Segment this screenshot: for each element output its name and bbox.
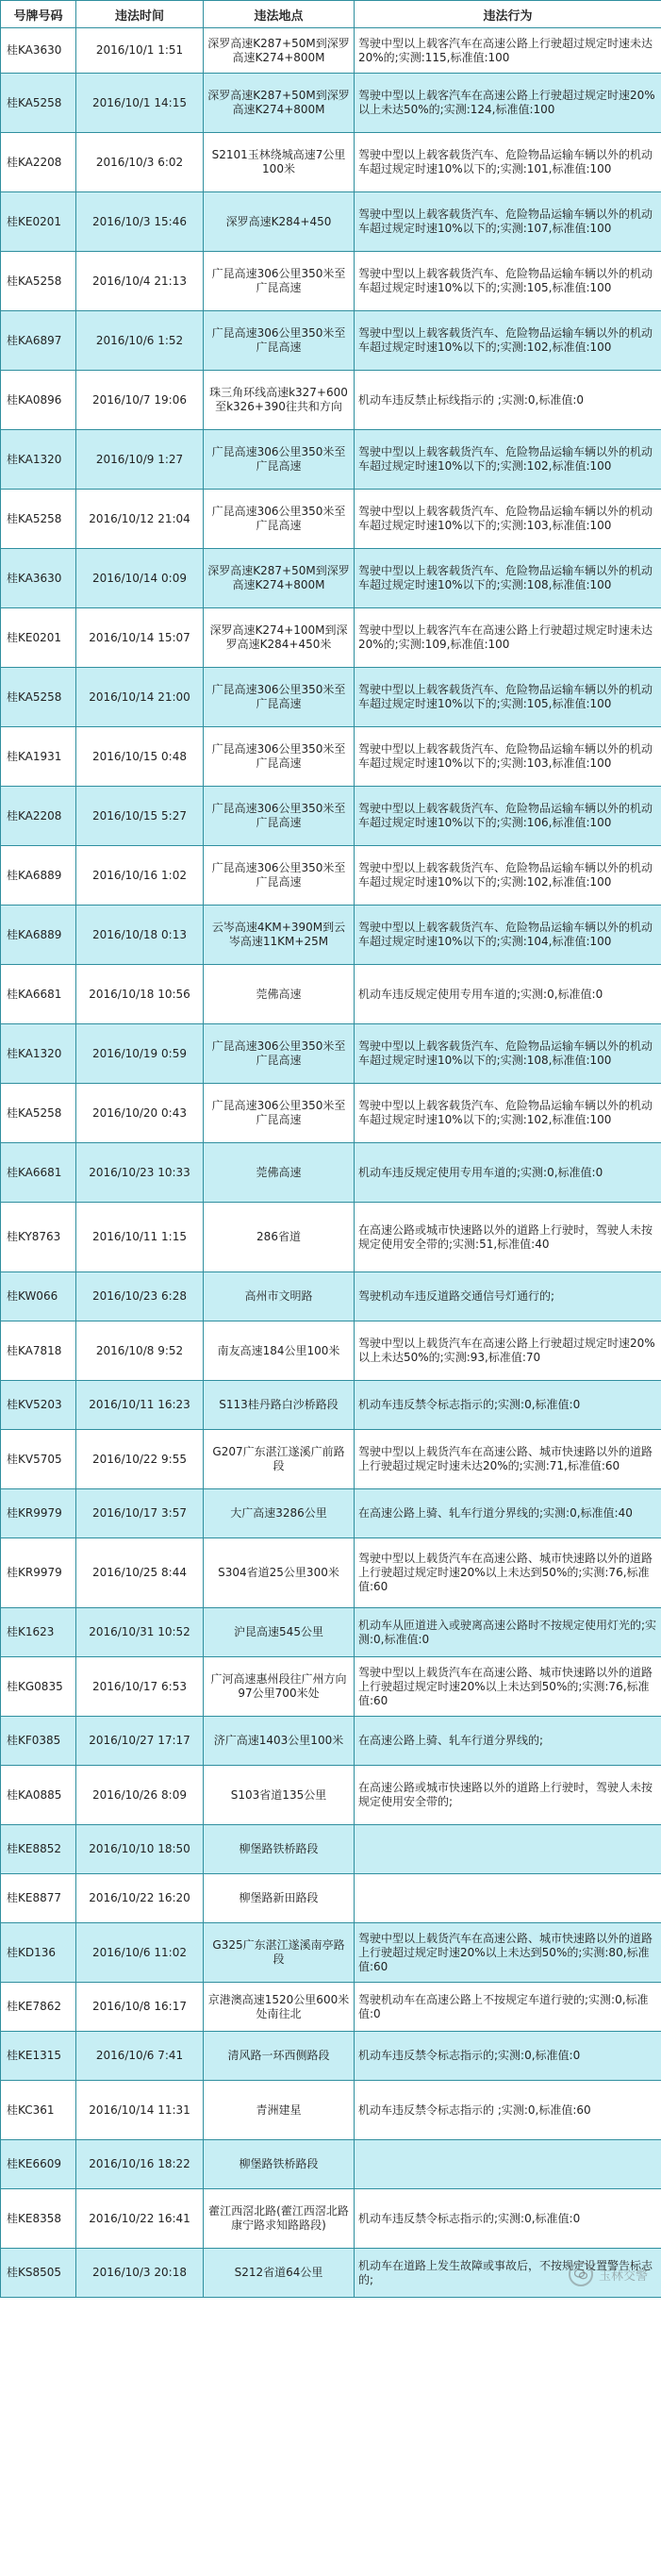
cell-time: 2016/10/17 3:57 bbox=[76, 1489, 204, 1538]
cell-act: 机动车违反规定使用专用车道的;实测:0,标准值:0 bbox=[355, 1143, 661, 1203]
cell-place: 云岑高速4KM+390M到云岑高速11KM+25M bbox=[204, 906, 355, 965]
cell-plate: 桂KE8852 bbox=[1, 1825, 76, 1874]
table-row bbox=[1, 1825, 661, 1874]
cell-place: 广昆高速306公里350米至广昆高速 bbox=[204, 311, 355, 371]
cell-act: 机动车从匝道进入或驶离高速公路时不按规定使用灯光的;实测:0,标准值:0 bbox=[355, 1608, 661, 1657]
cell-plate: 桂KA1320 bbox=[1, 430, 76, 490]
table-row bbox=[1, 371, 661, 430]
watermark-text: 玉林交警 bbox=[598, 2269, 648, 2284]
cell-place: S113桂丹路白沙桥路段 bbox=[204, 1381, 355, 1430]
cell-place: 清风路一环西侧路段 bbox=[204, 2032, 355, 2081]
cell-plate: 桂KW066 bbox=[1, 1272, 76, 1321]
table-row bbox=[1, 1024, 661, 1084]
cell-act: 驾驶中型以上载货汽车在高速公路上行驶超过规定时速20%以上未达50%的;实测:93,标准值:70 bbox=[355, 1321, 661, 1381]
cell-plate: 桂KA6681 bbox=[1, 965, 76, 1024]
cell-time: 2016/10/23 10:33 bbox=[76, 1143, 204, 1203]
cell-act: 驾驶中型以上载客载货汽车、危险物品运输车辆以外的机动车超过规定时速10%以下的;实测:108,标准值:100 bbox=[355, 549, 661, 608]
table-row bbox=[1, 846, 661, 906]
cell-time: 2016/10/22 9:55 bbox=[76, 1430, 204, 1489]
cell-place: G207广东湛江遂溪广前路段 bbox=[204, 1430, 355, 1489]
cell-act: 驾驶中型以上载客载货汽车、危险物品运输车辆以外的机动车超过规定时速10%以下的;实测:102,标准值:100 bbox=[355, 1084, 661, 1143]
cell-time: 2016/10/15 0:48 bbox=[76, 727, 204, 787]
table-row bbox=[1, 1983, 661, 2032]
cell-act: 机动车违反禁令标志指示的;实测:0,标准值:0 bbox=[355, 2189, 661, 2249]
cell-act: 驾驶中型以上载客载货汽车、危险物品运输车辆以外的机动车超过规定时速10%以下的;实测:101,标准值:100 bbox=[355, 133, 661, 192]
header-plate: 号牌号码 bbox=[1, 1, 76, 28]
cell-act: 驾驶中型以上载客载货汽车、危险物品运输车辆以外的机动车超过规定时速10%以下的;实测:105,标准值:100 bbox=[355, 668, 661, 727]
table-row bbox=[1, 1143, 661, 1203]
cell-time: 2016/10/22 16:20 bbox=[76, 1874, 204, 1923]
cell-time: 2016/10/31 10:52 bbox=[76, 1608, 204, 1657]
cell-act: 驾驶中型以上载客载货汽车、危险物品运输车辆以外的机动车超过规定时速10%以下的;实测:108,标准值:100 bbox=[355, 1024, 661, 1084]
table-row bbox=[1, 2032, 661, 2081]
cell-plate: 桂KA6889 bbox=[1, 906, 76, 965]
cell-act: 驾驶中型以上载客汽车在高速公路上行驶超过规定时速20%以上未达50%的;实测:124,标准值:100 bbox=[355, 74, 661, 133]
cell-time: 2016/10/3 20:18 bbox=[76, 2249, 204, 2298]
table-row bbox=[1, 1430, 661, 1489]
cell-plate: 桂KA6889 bbox=[1, 846, 76, 906]
cell-place: G325广东湛江遂溪南亭路段 bbox=[204, 1923, 355, 1983]
table-row bbox=[1, 252, 661, 311]
cell-act: 驾驶中型以上载客载货汽车、危险物品运输车辆以外的机动车超过规定时速10%以下的;实测:105,标准值:100 bbox=[355, 252, 661, 311]
cell-place: 莞佛高速 bbox=[204, 965, 355, 1024]
cell-place: 广昆高速306公里350米至广昆高速 bbox=[204, 846, 355, 906]
cell-plate: 桂KA7818 bbox=[1, 1321, 76, 1381]
cell-plate: 桂KR9979 bbox=[1, 1538, 76, 1608]
table-row bbox=[1, 133, 661, 192]
table-row bbox=[1, 1203, 661, 1272]
cell-act: 机动车违反禁令标志指示的;实测:0,标准值:0 bbox=[355, 2032, 661, 2081]
cell-act: 驾驶机动车违反道路交通信号灯通行的; bbox=[355, 1272, 661, 1321]
cell-plate: 桂KS8505 bbox=[1, 2249, 76, 2298]
table-row bbox=[1, 1321, 661, 1381]
table-row bbox=[1, 1923, 661, 1983]
header-row bbox=[1, 1, 661, 28]
cell-plate: 桂KF0385 bbox=[1, 1717, 76, 1766]
table-row bbox=[1, 1874, 661, 1923]
table-row bbox=[1, 28, 661, 74]
cell-time: 2016/10/16 18:22 bbox=[76, 2140, 204, 2189]
cell-plate: 桂KV5203 bbox=[1, 1381, 76, 1430]
cell-place: 深罗高速K287+50M到深罗高速K274+800M bbox=[204, 74, 355, 133]
cell-plate: 桂KA3630 bbox=[1, 549, 76, 608]
cell-plate: 桂KA5258 bbox=[1, 74, 76, 133]
cell-act: 驾驶中型以上载客汽车在高速公路上行驶超过规定时速未达20%的;实测:115,标准值:100 bbox=[355, 28, 661, 74]
cell-act: 机动车违反禁止标线指示的 ;实测:0,标准值:0 bbox=[355, 371, 661, 430]
table-row bbox=[1, 608, 661, 668]
table-row bbox=[1, 1084, 661, 1143]
cell-place: 柳堡路新田路段 bbox=[204, 1874, 355, 1923]
cell-place: 深罗高速K284+450 bbox=[204, 192, 355, 252]
cell-plate: 桂KE0201 bbox=[1, 192, 76, 252]
cell-place: 广昆高速306公里350米至广昆高速 bbox=[204, 787, 355, 846]
cell-plate: 桂K1623 bbox=[1, 1608, 76, 1657]
cell-time: 2016/10/4 21:13 bbox=[76, 252, 204, 311]
cell-plate: 桂KE1315 bbox=[1, 2032, 76, 2081]
table-body bbox=[1, 28, 661, 2298]
cell-time: 2016/10/20 0:43 bbox=[76, 1084, 204, 1143]
cell-place: S2101玉林绕城高速7公里100米 bbox=[204, 133, 355, 192]
table-row bbox=[1, 1717, 661, 1766]
cell-time: 2016/10/3 6:02 bbox=[76, 133, 204, 192]
table-row bbox=[1, 906, 661, 965]
cell-place: 藿江西滘北路(藿江西滘北路康宁路求知路路段) bbox=[204, 2189, 355, 2249]
table-row bbox=[1, 1766, 661, 1825]
cell-act: 驾驶中型以上载货汽车在高速公路、城市快速路以外的道路上行驶超过规定时速20%以上未达到50%的;实测:80,标准值:60 bbox=[355, 1923, 661, 1983]
cell-plate: 桂KD136 bbox=[1, 1923, 76, 1983]
cell-place: S304省道25公里300米 bbox=[204, 1538, 355, 1608]
cell-place: 沪昆高速545公里 bbox=[204, 1608, 355, 1657]
cell-act: 机动车违反禁令标志指示的 ;实测:0,标准值:60 bbox=[355, 2081, 661, 2140]
cell-act: 驾驶中型以上载客载货汽车、危险物品运输车辆以外的机动车超过规定时速10%以下的;实测:102,标准值:100 bbox=[355, 311, 661, 371]
cell-plate: 桂KE6609 bbox=[1, 2140, 76, 2189]
cell-time: 2016/10/22 16:41 bbox=[76, 2189, 204, 2249]
cell-time: 2016/10/15 5:27 bbox=[76, 787, 204, 846]
cell-plate: 桂KA1320 bbox=[1, 1024, 76, 1084]
header-time: 违法时间 bbox=[76, 1, 204, 28]
cell-place: S212省道64公里 bbox=[204, 2249, 355, 2298]
cell-time: 2016/10/19 0:59 bbox=[76, 1024, 204, 1084]
cell-place: 286省道 bbox=[204, 1203, 355, 1272]
cell-plate: 桂KE0201 bbox=[1, 608, 76, 668]
cell-time: 2016/10/14 15:07 bbox=[76, 608, 204, 668]
cell-plate: 桂KE7862 bbox=[1, 1983, 76, 2032]
cell-act: 在高速公路或城市快速路以外的道路上行驶时，驾驶人未按规定使用安全带的;实测:51,标准值:40 bbox=[355, 1203, 661, 1272]
cell-plate: 桂KE8358 bbox=[1, 2189, 76, 2249]
table-row bbox=[1, 311, 661, 371]
cell-plate: 桂KA5258 bbox=[1, 490, 76, 549]
cell-plate: 桂KA2208 bbox=[1, 133, 76, 192]
cell-time: 2016/10/8 16:17 bbox=[76, 1983, 204, 2032]
cell-act: 在高速公路上骑、轧车行道分界线的; bbox=[355, 1717, 661, 1766]
cell-act: 驾驶中型以上载客载货汽车、危险物品运输车辆以外的机动车超过规定时速10%以下的;实测:104,标准值:100 bbox=[355, 906, 661, 965]
cell-place: 南友高速184公里100米 bbox=[204, 1321, 355, 1381]
cell-place: 济广高速1403公里100米 bbox=[204, 1717, 355, 1766]
table-row bbox=[1, 965, 661, 1024]
cell-act: 在高速公路或城市快速路以外的道路上行驶时，驾驶人未按规定使用安全带的; bbox=[355, 1766, 661, 1825]
cell-place: 深罗高速K287+50M到深罗高速K274+800M bbox=[204, 549, 355, 608]
cell-place: 珠三角环线高速k327+600至k326+390往共和方向 bbox=[204, 371, 355, 430]
cell-time: 2016/10/1 14:15 bbox=[76, 74, 204, 133]
cell-plate: 桂KV5705 bbox=[1, 1430, 76, 1489]
cell-time: 2016/10/14 21:00 bbox=[76, 668, 204, 727]
cell-time: 2016/10/11 1:15 bbox=[76, 1203, 204, 1272]
cell-time: 2016/10/26 8:09 bbox=[76, 1766, 204, 1825]
cell-place: 莞佛高速 bbox=[204, 1143, 355, 1203]
cell-act: 机动车在道路上发生故障或事故后，不按规定设置警告标志的; bbox=[355, 2249, 661, 2298]
header-act: 违法行为 bbox=[355, 1, 661, 28]
table-row bbox=[1, 1489, 661, 1538]
table-row bbox=[1, 192, 661, 252]
cell-time: 2016/10/16 1:02 bbox=[76, 846, 204, 906]
wechat-icon bbox=[569, 2262, 593, 2286]
cell-place: 广昆高速306公里350米至广昆高速 bbox=[204, 1024, 355, 1084]
cell-act bbox=[355, 1874, 661, 1923]
table-row bbox=[1, 1538, 661, 1608]
cell-time: 2016/10/1 1:51 bbox=[76, 28, 204, 74]
cell-time: 2016/10/23 6:28 bbox=[76, 1272, 204, 1321]
cell-place: 广昆高速306公里350米至广昆高速 bbox=[204, 490, 355, 549]
watermark bbox=[569, 2262, 648, 2286]
cell-place: 柳堡路铁桥路段 bbox=[204, 1825, 355, 1874]
cell-plate: 桂KA2208 bbox=[1, 787, 76, 846]
cell-act: 驾驶中型以上载客载货汽车、危险物品运输车辆以外的机动车超过规定时速10%以下的;实测:107,标准值:100 bbox=[355, 192, 661, 252]
cell-act: 驾驶中型以上载客载货汽车、危险物品运输车辆以外的机动车超过规定时速10%以下的;实测:102,标准值:100 bbox=[355, 846, 661, 906]
cell-act: 驾驶中型以上载客载货汽车、危险物品运输车辆以外的机动车超过规定时速10%以下的;实测:103,标准值:100 bbox=[355, 490, 661, 549]
table-row bbox=[1, 727, 661, 787]
cell-time: 2016/10/6 11:02 bbox=[76, 1923, 204, 1983]
table-row bbox=[1, 1381, 661, 1430]
cell-act: 在高速公路上骑、轧车行道分界线的;实测:0,标准值:40 bbox=[355, 1489, 661, 1538]
table-row bbox=[1, 1608, 661, 1657]
cell-act: 驾驶机动车在高速公路上不按规定车道行驶的;实测:0,标准值:0 bbox=[355, 1983, 661, 2032]
cell-place: 广昆高速306公里350米至广昆高速 bbox=[204, 668, 355, 727]
cell-plate: 桂KA3630 bbox=[1, 28, 76, 74]
cell-act: 驾驶中型以上载客载货汽车、危险物品运输车辆以外的机动车超过规定时速10%以下的;实测:102,标准值:100 bbox=[355, 430, 661, 490]
table-row bbox=[1, 1657, 661, 1717]
table-row bbox=[1, 787, 661, 846]
cell-time: 2016/10/9 1:27 bbox=[76, 430, 204, 490]
cell-place: 广昆高速306公里350米至广昆高速 bbox=[204, 1084, 355, 1143]
cell-time: 2016/10/3 15:46 bbox=[76, 192, 204, 252]
table-row bbox=[1, 430, 661, 490]
cell-plate: 桂KR9979 bbox=[1, 1489, 76, 1538]
cell-time: 2016/10/6 1:52 bbox=[76, 311, 204, 371]
cell-plate: 桂KY8763 bbox=[1, 1203, 76, 1272]
cell-time: 2016/10/12 21:04 bbox=[76, 490, 204, 549]
cell-place: 深罗高速K287+50M到深罗高速K274+800M bbox=[204, 28, 355, 74]
cell-place: 高州市文明路 bbox=[204, 1272, 355, 1321]
cell-time: 2016/10/6 7:41 bbox=[76, 2032, 204, 2081]
cell-time: 2016/10/10 18:50 bbox=[76, 1825, 204, 1874]
cell-time: 2016/10/25 8:44 bbox=[76, 1538, 204, 1608]
cell-plate: 桂KA1931 bbox=[1, 727, 76, 787]
cell-act: 机动车违反规定使用专用车道的;实测:0,标准值:0 bbox=[355, 965, 661, 1024]
cell-time: 2016/10/7 19:06 bbox=[76, 371, 204, 430]
cell-time: 2016/10/14 11:31 bbox=[76, 2081, 204, 2140]
cell-place: 京港澳高速1520公里600米处南往北 bbox=[204, 1983, 355, 2032]
cell-plate: 桂KA0896 bbox=[1, 371, 76, 430]
cell-time: 2016/10/14 0:09 bbox=[76, 549, 204, 608]
cell-act: 驾驶中型以上载货汽车在高速公路、城市快速路以外的道路上行驶超过规定时速20%以上未达到50%的;实测:76,标准值:60 bbox=[355, 1657, 661, 1717]
cell-time: 2016/10/18 0:13 bbox=[76, 906, 204, 965]
cell-plate: 桂KA6897 bbox=[1, 311, 76, 371]
cell-place: 大广高速3286公里 bbox=[204, 1489, 355, 1538]
cell-plate: 桂KE8877 bbox=[1, 1874, 76, 1923]
cell-plate: 桂KA5258 bbox=[1, 1084, 76, 1143]
cell-time: 2016/10/27 17:17 bbox=[76, 1717, 204, 1766]
cell-act: 机动车违反禁令标志指示的;实测:0,标准值:0 bbox=[355, 1381, 661, 1430]
table-row bbox=[1, 2249, 661, 2298]
cell-plate: 桂KA6681 bbox=[1, 1143, 76, 1203]
cell-time: 2016/10/11 16:23 bbox=[76, 1381, 204, 1430]
cell-place: 柳堡路铁桥路段 bbox=[204, 2140, 355, 2189]
cell-act: 驾驶中型以上载客汽车在高速公路上行驶超过规定时速未达20%的;实测:109,标准值:100 bbox=[355, 608, 661, 668]
cell-place: 青洲建星 bbox=[204, 2081, 355, 2140]
cell-place: 深罗高速K274+100M到深罗高速K284+450米 bbox=[204, 608, 355, 668]
cell-time: 2016/10/18 10:56 bbox=[76, 965, 204, 1024]
cell-time: 2016/10/8 9:52 bbox=[76, 1321, 204, 1381]
cell-act bbox=[355, 1825, 661, 1874]
table-row bbox=[1, 74, 661, 133]
cell-place: 广昆高速306公里350米至广昆高速 bbox=[204, 727, 355, 787]
header-place: 违法地点 bbox=[204, 1, 355, 28]
cell-plate: 桂KA5258 bbox=[1, 668, 76, 727]
cell-plate: 桂KA5258 bbox=[1, 252, 76, 311]
cell-plate: 桂KG0835 bbox=[1, 1657, 76, 1717]
cell-act: 驾驶中型以上载客载货汽车、危险物品运输车辆以外的机动车超过规定时速10%以下的;实测:106,标准值:100 bbox=[355, 787, 661, 846]
cell-place: S103省道135公里 bbox=[204, 1766, 355, 1825]
table-row bbox=[1, 1272, 661, 1321]
cell-plate: 桂KC361 bbox=[1, 2081, 76, 2140]
cell-act: 驾驶中型以上载客载货汽车、危险物品运输车辆以外的机动车超过规定时速10%以下的;实测:103,标准值:100 bbox=[355, 727, 661, 787]
cell-act: 驾驶中型以上载货汽车在高速公路、城市快速路以外的道路上行驶超过规定时速未达20%的;实测:71,标准值:60 bbox=[355, 1430, 661, 1489]
cell-plate: 桂KA0885 bbox=[1, 1766, 76, 1825]
cell-place: 广河高速惠州段往广州方向97公里700米处 bbox=[204, 1657, 355, 1717]
cell-place: 广昆高速306公里350米至广昆高速 bbox=[204, 430, 355, 490]
table-row bbox=[1, 549, 661, 608]
table-row bbox=[1, 668, 661, 727]
table-row bbox=[1, 2189, 661, 2249]
table-row bbox=[1, 490, 661, 549]
cell-act: 驾驶中型以上载货汽车在高速公路、城市快速路以外的道路上行驶超过规定时速20%以上未达到50%的;实测:76,标准值:60 bbox=[355, 1538, 661, 1608]
table-row bbox=[1, 2081, 661, 2140]
cell-act bbox=[355, 2140, 661, 2189]
cell-time: 2016/10/17 6:53 bbox=[76, 1657, 204, 1717]
table-row bbox=[1, 2140, 661, 2189]
cell-place: 广昆高速306公里350米至广昆高速 bbox=[204, 252, 355, 311]
